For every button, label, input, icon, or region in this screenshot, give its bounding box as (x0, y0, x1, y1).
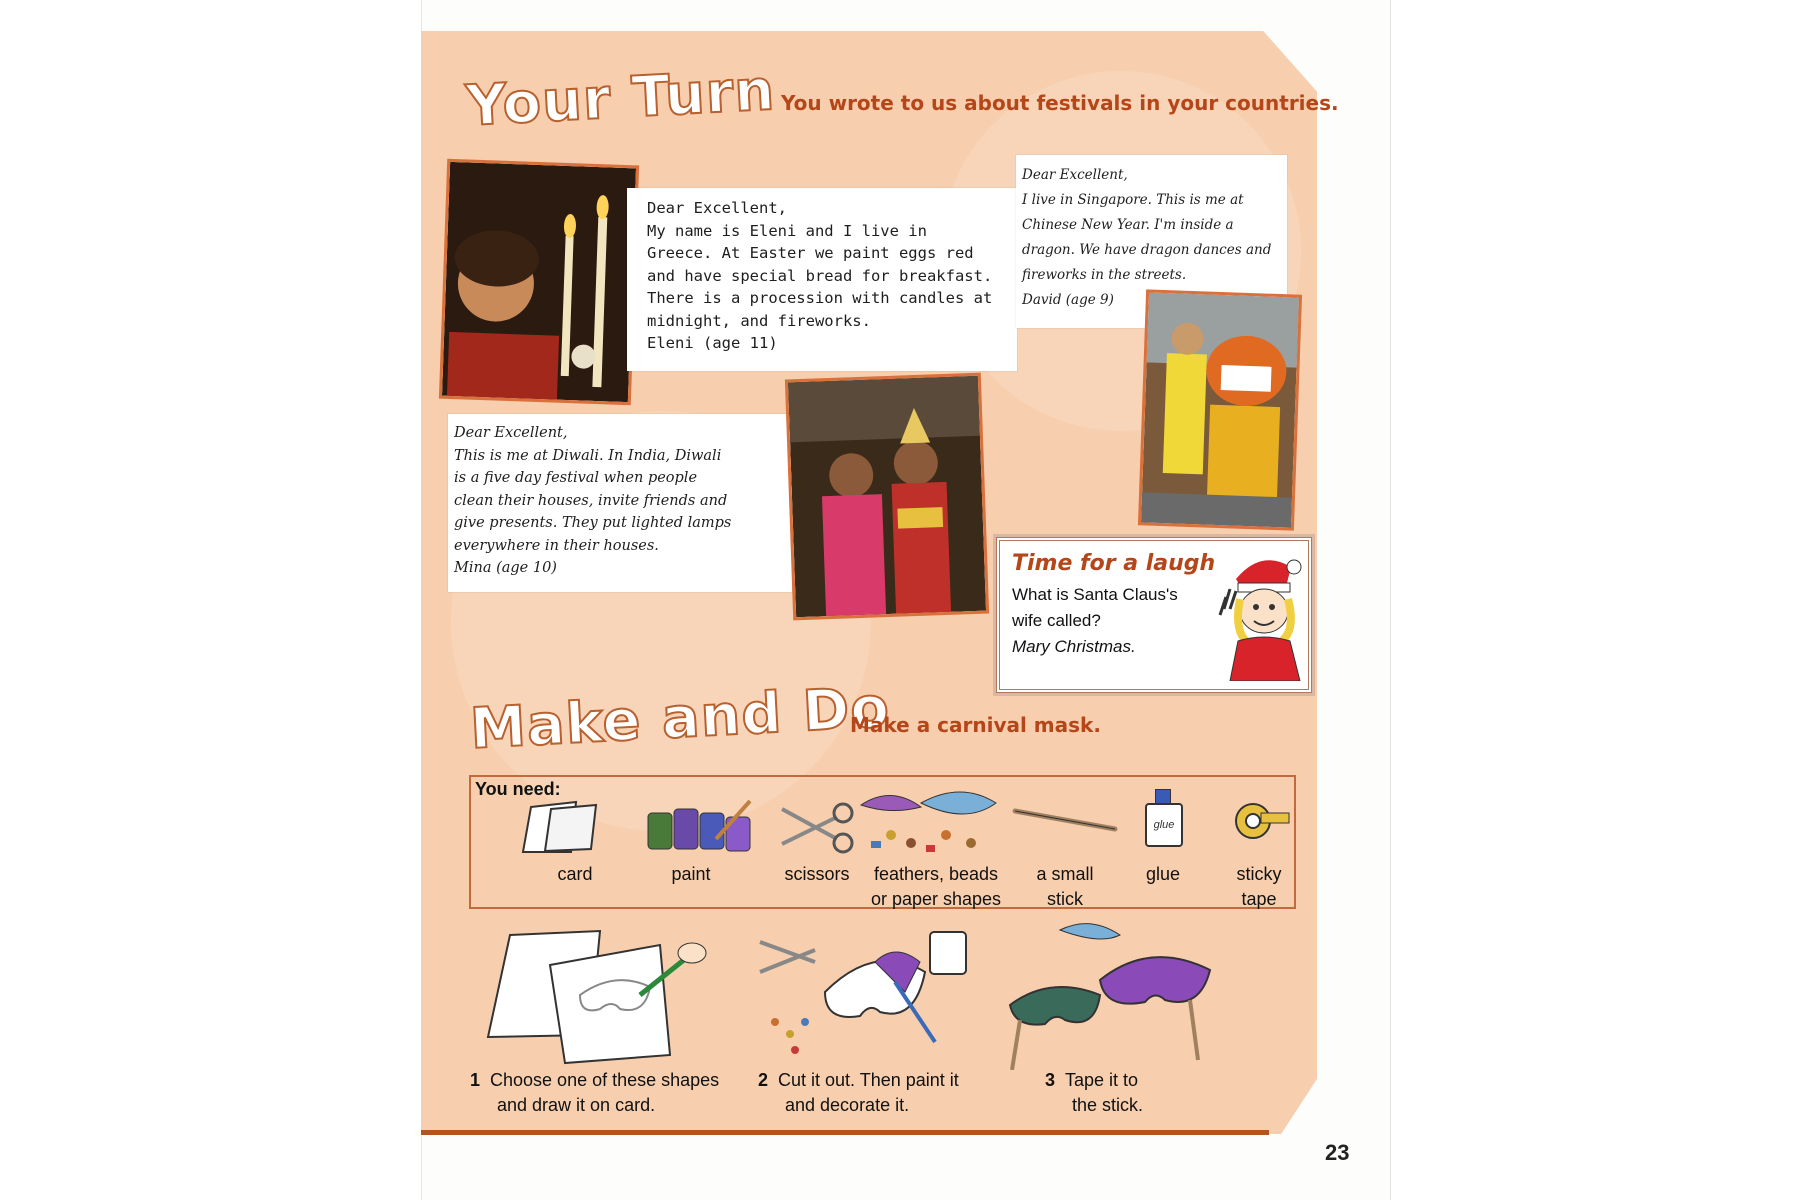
need-item-glue: glue (1145, 864, 1181, 884)
you-need-label: You need: (475, 779, 561, 799)
laugh-answer: Mary Christmas. (1012, 637, 1136, 656)
david-photo (1138, 289, 1302, 530)
bottom-rule (421, 1130, 1269, 1135)
need-item-sticky-tape: sticky tape (1236, 864, 1282, 909)
need-item-card: card (557, 864, 593, 884)
step-2: 2 Cut it out. Then paint it and decorate it. (758, 1070, 959, 1115)
feathers-icon (851, 785, 1011, 857)
glue-icon (1143, 789, 1183, 845)
laugh-question-line-2: wife called? (1012, 611, 1101, 630)
need-item-paint: paint (671, 864, 711, 884)
eleni-letter: Dear Excellent, My name is Eleni and I live in Greece. At Easter we paint eggs red and have special bread for breakfast. There is a procession with candles at midnight, and fireworks. Eleni (age 11) (627, 188, 1017, 371)
your-turn-heading: Your Turn (464, 57, 777, 140)
mina-letter: Dear Excellent, This is me at Diwali. In India, Diwali is a five day festival when people clean their houses, invite friends and give presents. They put lighted lamps everywhere in their houses. Mina (age 10) (448, 414, 792, 592)
eleni-photo (439, 159, 639, 406)
laugh-title: Time for a laugh (1012, 551, 1216, 576)
need-item-stick: a small stick (1036, 864, 1094, 909)
time-for-a-laugh-box (996, 537, 1312, 693)
mina-photo (785, 373, 989, 621)
make-and-do-heading: Make and Do (468, 675, 892, 762)
laugh-question-line-1: What is Santa Claus's (1012, 585, 1178, 604)
step-1-illustration (480, 925, 720, 1065)
need-item-scissors: scissors (784, 864, 850, 884)
your-turn-subheading: You wrote to us about festivals in your countries. (781, 91, 1339, 115)
card-icon (521, 797, 601, 857)
step-3-illustration (1000, 920, 1240, 1070)
make-and-do-subheading: Make a carnival mask. (850, 713, 1101, 737)
paint-icon (646, 795, 756, 857)
scissors-icon (777, 799, 857, 854)
you-need-box (469, 775, 1296, 909)
stick-icon (1011, 805, 1121, 835)
step-3: 3 Tape it to the stick. (1045, 1070, 1144, 1115)
sticky-tape-icon (1231, 799, 1291, 841)
step-1: 1 Choose one of these shapes and draw it on card. (470, 1070, 720, 1115)
need-item-feathers: feathers, beads or paper shapes (870, 864, 1002, 909)
santa-cartoon (1216, 549, 1306, 681)
page-number: 23 (1325, 1140, 1350, 1165)
david-letter: Dear Excellent, I live in Singapore. This is me at Chinese New Year. I'm inside a dragon. We have dragon dances and fireworks in the streets. David (age 9) (1016, 155, 1287, 328)
step-2-illustration (755, 922, 985, 1062)
glue-label: glue (1145, 803, 1183, 847)
